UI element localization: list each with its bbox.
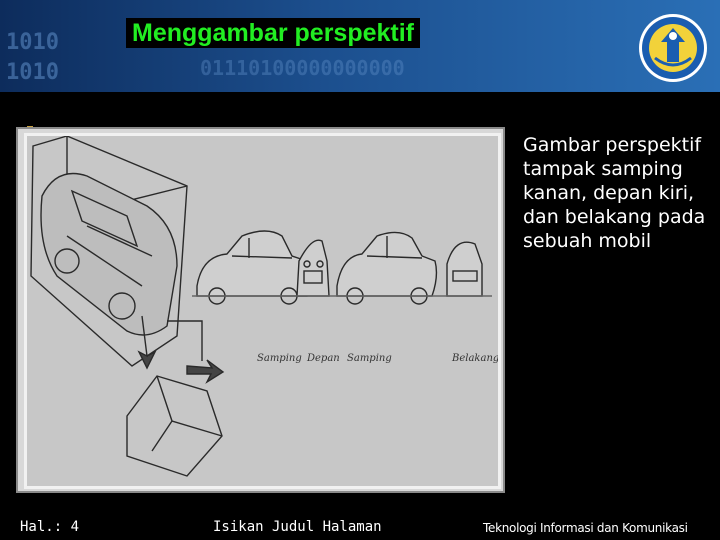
car-perspective-figure: [24, 133, 501, 489]
view-label-belakang: Belakang: [452, 353, 498, 364]
footer-course-name: Teknologi Informasi dan Komunikasi: [483, 521, 688, 535]
footer-page-title: Isikan Judul Halaman: [213, 519, 382, 535]
side-view-1: [197, 231, 310, 304]
rear-view: [447, 242, 482, 296]
arrow-right: [187, 360, 223, 382]
view-label-depan: Depan: [307, 353, 340, 364]
emblem-logo-icon: [637, 12, 709, 84]
view-label-samping-2: Samping: [347, 353, 392, 364]
perspective-car-body: [41, 174, 177, 336]
side-view-2: [337, 232, 436, 304]
binary-decoration-3: 01110100000000000: [200, 56, 405, 80]
binary-decoration-1: 1010: [6, 30, 59, 55]
figure-description: Gambar perspektif tampak samping kanan, depan kiri, dan belakang pada sebuah mobil: [523, 134, 706, 252]
perspective-box-bottom: [127, 376, 222, 476]
page-number: Hal.: 4: [20, 519, 80, 535]
front-view: [297, 240, 329, 296]
binary-decoration-2: 1010: [6, 60, 59, 85]
slide-title: Menggambar perspektif: [126, 18, 420, 48]
view-label-samping-1: Samping: [257, 353, 302, 364]
slide-header: [0, 0, 720, 92]
car-drawing: [27, 136, 498, 486]
